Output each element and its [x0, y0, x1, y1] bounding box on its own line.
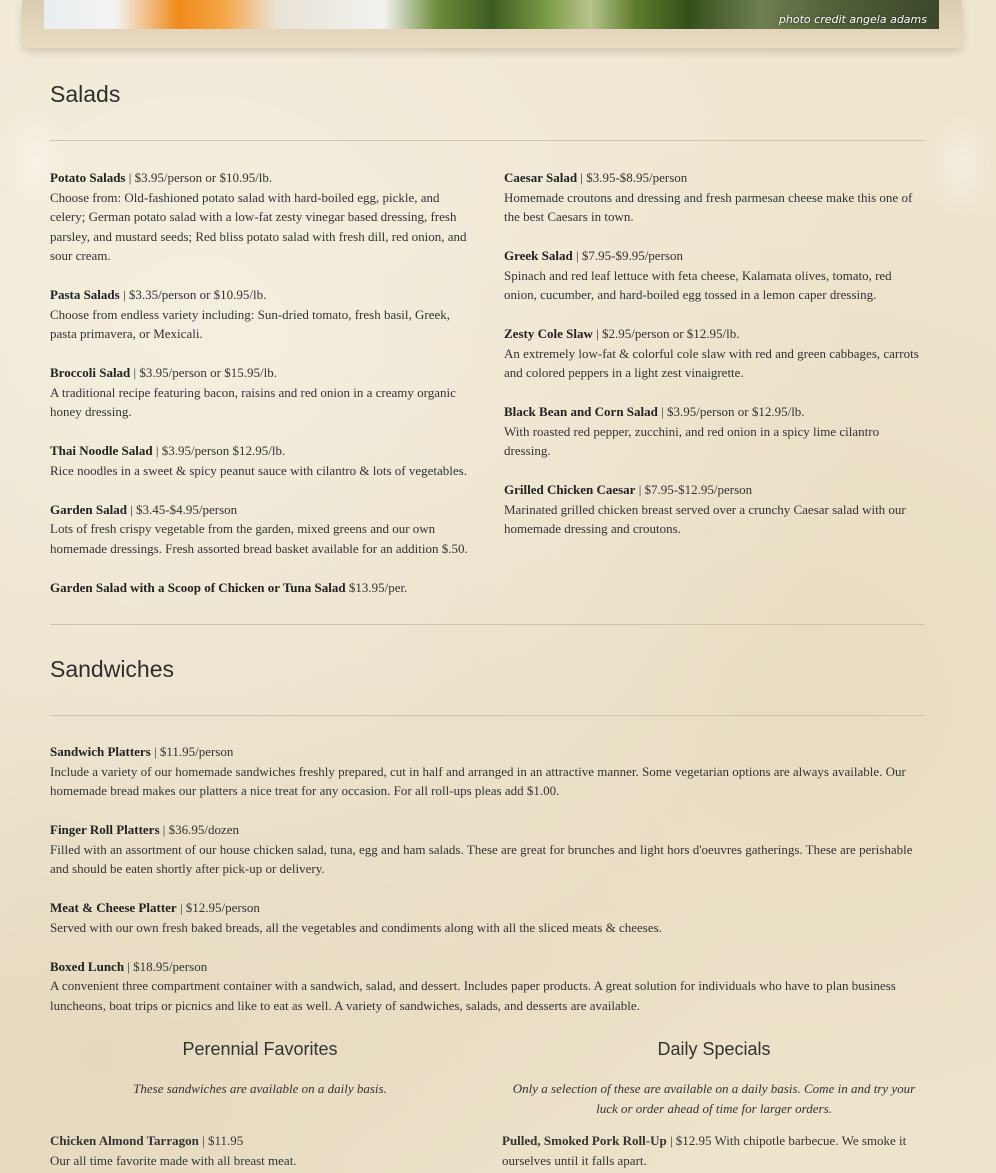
salads-left-column — [50, 168, 474, 617]
menu-item — [50, 363, 474, 422]
item-name: Greek Salad — [504, 248, 573, 263]
item-name: Grilled Chicken Caesar — [504, 482, 636, 497]
item-price: $3.45-$4.95/person — [136, 501, 238, 517]
item-separator: | — [176, 900, 186, 915]
divider — [50, 140, 925, 141]
item-name: Pasta Salads — [50, 287, 120, 302]
item-description: Rice noodles in a sweet & spicy peanut sauce with cilantro & lots of vegetables. — [50, 462, 467, 478]
item-name: Thai Noodle Salad — [50, 443, 153, 458]
item-price: $7.95-$9.95/person — [581, 248, 683, 263]
item-separator: | — [198, 1133, 208, 1148]
item-description: Choose from endless variety including: Sun-dried tomato, fresh basil, Greek, pasta primavera, or Mexicali. — [50, 306, 451, 341]
item-separator: | — [657, 404, 667, 419]
perennial-item — [50, 1131, 470, 1170]
item-description: Lots of fresh crispy vegetable from the garden, mixed greens and our own homemade dressings. Fresh assorted bread basket available for an addition $.50. — [50, 521, 468, 556]
item-separator: | — [130, 365, 140, 380]
menu-item — [50, 957, 926, 1016]
item-description: A traditional recipe featuring bacon, raisins and red onion in a creamy organic honey dressing. — [50, 384, 456, 419]
item-name: Black Bean and Corn Salad — [504, 404, 658, 419]
item-description: Choose from: Old-fashioned potato salad with hard-boiled egg, pickle, and celery; German potato salad with a low-fat zesty vinegar based dressing, fresh parsley, and mustard seeds; Red bliss potato salad with fresh dill, red onion, and sour cream. — [50, 189, 467, 263]
item-name: Sandwich Platters — [50, 744, 151, 759]
menu-item — [504, 402, 924, 461]
photo-credit: photo credit angela adams — [778, 13, 927, 26]
item-description: Served with our own fresh baked breads, all the vegetables and condiments along with all the sliced meats & cheeses. — [50, 919, 662, 935]
item-separator: | — [150, 744, 160, 759]
item-description: Include a variety of our homemade sandwiches freshly prepared, cut in half and arranged in an attractive manner. Some vegetarian options are always available. Our homemade bread makes our platters a nice treat for any occasion. For all roll-ups pleas add $1.00. — [50, 763, 906, 798]
menu-item — [50, 441, 474, 480]
item-separator: | — [666, 1133, 676, 1148]
header-photo — [44, 0, 939, 29]
item-separator: | — [124, 958, 134, 974]
daily-note: Only a selection of these are available on a daily basis. Come in and try your luck or order ahead of time for larger orders. — [512, 1081, 916, 1116]
menu-item — [50, 578, 474, 598]
item-name: Finger Roll Platters — [50, 822, 160, 837]
item-separator: | — [577, 170, 587, 185]
item-separator: | — [126, 501, 137, 517]
menu-item — [50, 168, 474, 266]
item-price: $13.95/per. — [348, 579, 408, 595]
item-price: $3.95-$8.95/person — [586, 170, 688, 185]
item-description: A convenient three compartment container with a sandwich, salad, and dessert. Includes paper products. A great solution for individuals who have to plan business luncheons, boat trips or picnics and like to eat as well. A variety of sandwiches, salads, and desserts are available. — [50, 978, 896, 1013]
item-price: $18.95/person — [133, 958, 208, 974]
menu-item — [504, 480, 924, 539]
item-separator: | — [592, 326, 602, 341]
item-name: Garden Salad — [50, 501, 127, 517]
item-price: $12.95/person — [185, 900, 260, 915]
salads-heading: Salads — [50, 81, 121, 107]
daily-item — [502, 1131, 922, 1170]
item-name: Caesar Salad — [504, 170, 578, 185]
item-description: Filled with an assortment of our house chicken salad, tuna, egg and ham salads. These are great for brunches and light hors d'oeuvres gatherings. These are perishable and should be eaten shortly after pick-up or delivery. — [50, 841, 913, 876]
menu-item — [50, 898, 926, 937]
sandwich-list — [50, 742, 926, 1035]
item-price: $3.95/person or $12.95/lb. — [666, 404, 805, 419]
item-price: $11.95/person — [159, 744, 234, 759]
item-price: $2.95/person or $12.95/lb. — [601, 326, 740, 341]
item-name: Chicken Almond Tarragon — [50, 1133, 199, 1148]
menu-item — [50, 285, 474, 344]
perennial-note: These sandwiches are available on a daily basis. — [133, 1081, 387, 1096]
item-name: Potato Salads — [50, 170, 126, 185]
item-description: With roasted red pepper, zucchini, and red onion in a spicy lime cilantro dressing. — [504, 423, 880, 458]
item-name: Zesty Cole Slaw — [504, 326, 593, 341]
item-price: $7.95-$12.95/person — [644, 482, 753, 497]
item-price: $3.95/person or $15.95/lb. — [139, 365, 277, 380]
menu-item — [504, 324, 924, 383]
menu-item — [50, 820, 926, 879]
item-separator: | — [152, 443, 162, 458]
sandwiches-heading: Sandwiches — [50, 656, 175, 682]
item-separator: | — [119, 287, 129, 302]
divider — [50, 624, 925, 625]
item-separator: | — [572, 248, 582, 263]
item-price: $3.35/person or $10.95/lb. — [128, 287, 267, 302]
menu-item — [50, 500, 474, 559]
item-name: Meat & Cheese Platter — [50, 900, 177, 915]
item-description: Homemade croutons and dressing and fresh parmesan cheese make this one of the best Caesars in town. — [504, 189, 913, 224]
item-price: $11.95 — [207, 1133, 244, 1148]
item-separator: | — [159, 822, 169, 837]
menu-item — [504, 168, 924, 227]
divider — [50, 715, 925, 716]
item-separator: | — [125, 170, 135, 185]
item-description: Our all time favorite made with all breast meat. — [50, 1152, 297, 1168]
item-description: An extremely low-fat & colorful cole slaw with red and green cabbages, carrots and colored peppers in a light zest vinaigrette. — [504, 345, 919, 380]
decorative-leaf-right — [926, 110, 996, 220]
item-separator: | — [635, 482, 645, 497]
item-description: Spinach and red leaf lettuce with feta cheese, Kalamata olives, tomato, red onion, cucumber, and hard-boiled egg tossed in a lemon caper dressing. — [504, 267, 892, 302]
item-price: $3.95/person $12.95/lb. — [161, 443, 286, 458]
perennial-favorites-heading: Perennial Favorites — [182, 1039, 338, 1059]
item-name: Boxed Lunch — [50, 958, 125, 974]
item-price: $12.95 With chipotle barbecue. We smoke it ourselves until it falls apart. — [502, 1133, 907, 1168]
item-name: Garden Salad with a Scoop of Chicken or Tuna Salad — [50, 579, 346, 595]
item-price: $3.95/person or $10.95/lb. — [134, 170, 273, 185]
menu-item — [504, 246, 924, 305]
daily-specials-heading: Daily Specials — [657, 1039, 771, 1059]
item-name: Pulled, Smoked Pork Roll-Up — [502, 1133, 667, 1148]
item-description: Marinated grilled chicken breast served over a crunchy Caesar salad with our homemade dressing and croutons. — [504, 501, 906, 536]
menu-item — [50, 742, 926, 801]
item-price: $36.95/dozen — [168, 822, 240, 837]
salads-right-column — [504, 168, 924, 558]
item-name: Broccoli Salad — [50, 365, 131, 380]
